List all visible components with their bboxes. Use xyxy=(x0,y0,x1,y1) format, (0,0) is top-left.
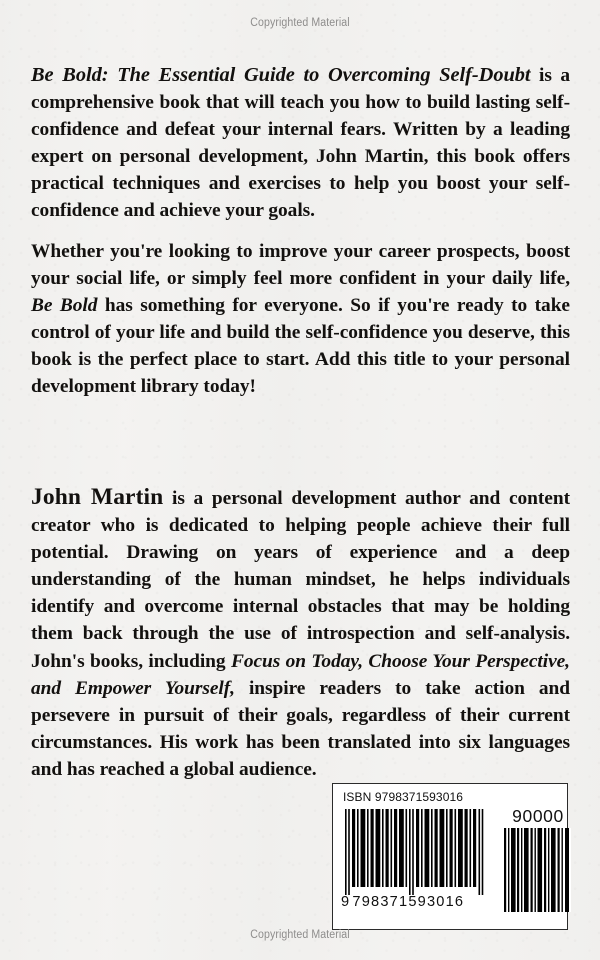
barcode-digit-lead: 9 xyxy=(341,894,350,910)
book-title-inline: Be Bold: The Essential Guide to Overcoming Self-Doubt xyxy=(31,64,531,86)
barcode-human-readable-digits xyxy=(341,894,493,910)
blurb-paragraph-two-lead: Whether you're looking to improve your career prospects, boost your social life, or simply feel more confident in your daily life, xyxy=(31,241,570,290)
author-bio xyxy=(31,484,570,783)
author-name: John Martin xyxy=(31,484,164,510)
copyright-notice-bottom: Copyrighted Material xyxy=(250,929,350,941)
blurb-paragraph-one-text: is a comprehensive book that will teach you how to build lasting self-confidence and defeat your internal fears. Written by a leading expert on personal development, John Martin, this book offers practical techniques and exercises to help you boost your self-confidence and achieve your goals. xyxy=(31,65,570,222)
book-title-short-inline: Be Bold xyxy=(31,295,98,317)
isbn-barcode-block xyxy=(332,783,568,930)
blurb-paragraph-two xyxy=(31,238,570,401)
author-bio-text-part-one: is a personal development author and content creator who is dedicated to helping people achieve their full potential. Drawing on years of experience and a deep understanding of the human mindset, he helps individuals identify and overcome internal obstacles that may be holding them back through the use of introspection and self-analysis. John's books, including xyxy=(31,488,570,672)
blurb-paragraph-two-text: has something for everyone. So if you're ready to take control of your life and build the self-confidence you deserve, this book is the perfect place to start. Add this title to your personal development library today! xyxy=(31,295,570,398)
copyright-notice-top: Copyrighted Material xyxy=(250,17,350,29)
price-addon-barcode-image xyxy=(503,828,571,912)
author-bio-text-part-two: inspire readers to take action and persevere in pursuit of their goals, regardless of their current circumstances. His work has been translated into six languages and has reached a global audience. xyxy=(31,677,570,780)
barcode-row xyxy=(341,806,564,924)
isbn-label: ISBN 9798371593016 xyxy=(343,790,464,804)
price-addon-label: 90000 xyxy=(512,806,564,826)
blurb-paragraph-one xyxy=(31,62,570,225)
barcode-digit-group-two: 593016 xyxy=(408,894,465,910)
barcode-digit-group-one: 798371 xyxy=(352,894,409,910)
author-other-works: Focus on Today, Choose Your Perspective, and Empower Yourself, xyxy=(31,650,570,699)
ean13-barcode-image xyxy=(343,809,489,895)
